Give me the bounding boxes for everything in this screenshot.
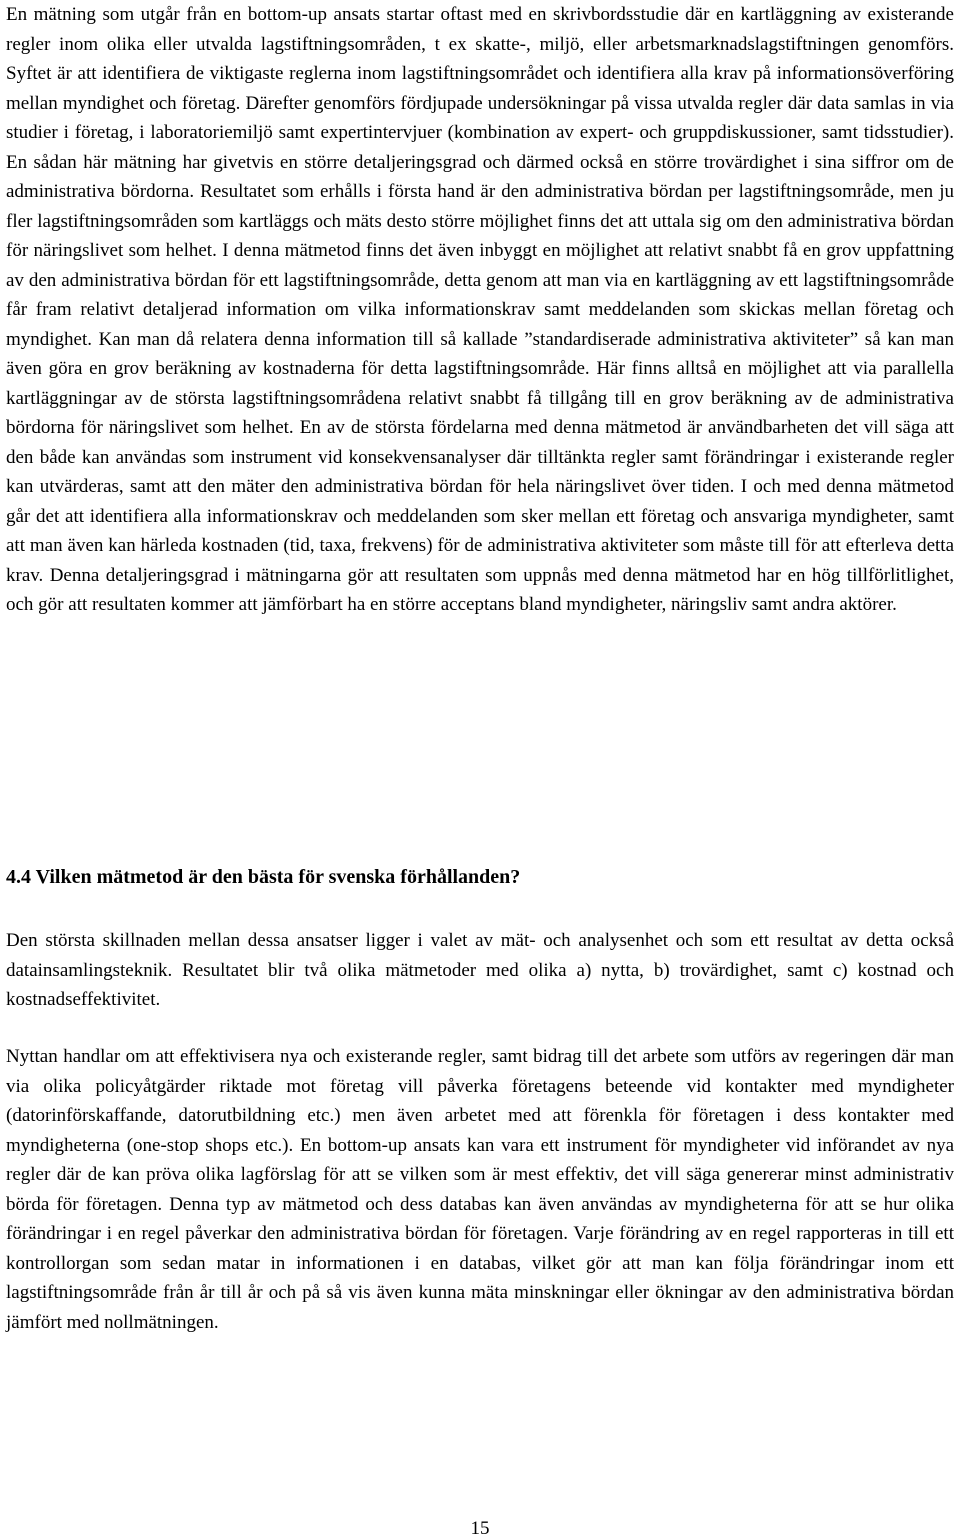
body-paragraph-3: Nyttan handlar om att effektivisera nya och existerande regler, samt bidrag till det arbete som utförs av regeringen där man via olika policyåtgärder riktade mot företag vill påverka företagens beteende vid kontakter med myndigheter (datorinförskaffande, datorutbildning etc.) men även arbetet med att förenkla för företagen i dess kontakter med myndigheterna (one-stop shops etc.). En bottom-up ansats kan vara ett instrument för myndigheter vid införandet av nya regler där de kan pröva olika lagförslag för att se vilken som är mest effektiv, det vill säga genererar minst administrativ börda för företagen. Denna typ av mätmetod och dess databas kan även användas av myndigheterna för att se hur olika förändringar i en regel påverkar den administrativa bördan för företagen. Varje förändring av en regel rapporteras in till ett kontrollorgan som sedan matar in informationen i en databas, vilket gör att man kan följa förändringar inom ett lagstiftningsområde från år till år och på så vis även kunna mäta minskningar eller ökningar av den administrativa bördan jämfört med nollmätningen. — [6, 1046, 954, 1333]
body-paragraph-1: En mätning som utgår från en bottom-up ansats startar oftast med en skrivbordsstudie där en kartläggning av existerande regler inom olika eller utvalda lagstiftningsområden, t ex skatte-, miljö, eller arbetsmarknadslagstiftningen genomförs. Syftet är att identifiera de viktigaste reglerna inom lagstiftningsområdet och identifiera alla krav på informationsöverföring mellan myndighet och företag. Därefter genomförs fördjupade undersökningar på vissa utvalda regler där data samlas in via studier i företag, i laboratoriemiljö samt expertintervjuer (kombination av expert- och gruppdiskussioner, samt tidsstudier). En sådan här mätning har givetvis en större detaljeringsgrad och därmed också en större trovärdighet i sina siffror om de administrativa bördorna. Resultatet som erhålls i första hand är den administrativa bördan per lagstiftningsområde, men ju fler lagstiftningsområden som kartläggs och mäts desto större möjlighet finns det att uttala sig om den administrativa bördan för näringslivet som helhet. I denna mätmetod finns det även inbyggt en möjlighet att relativt snabbt få en grov uppfattning av den administrativa bördan för ett lagstiftningsområde, detta genom att man via en kartläggning av ett lagstiftningsområde får fram relativt detaljerad information om vilka informationskrav samt meddelanden som skickas mellan företag och myndighet. Kan man då relatera denna information till så kallade ”standardiserade administrativa aktiviteter” så kan man även göra en grov beräkning av kostnaderna för detta lagstiftningsområde. Här finns alltså en möjlighet att via parallella kartläggningar av de största lagstiftningsområdena relativt snabbt få tillgång till en grov beräkning av de administrativa bördorna för näringslivet som helhet. En av de största fördelarna med denna mätmetod är användbarheten det vill säga att den både kan användas som instrument vid konsekvensanalyser där tilltänkta regler samt förändringar i existerande regler kan utvärderas, samt att den mäter den administrativa bördan för hela näringslivet över tiden. I och med denna mätmetod går det att identifiera alla informationskrav och meddelanden som sker mellan ett företag och ansvariga myndigheter, samt att man även kan härleda kostnaden (tid, taxa, frekvens) för de administrativa aktiviteter som måste till för att efterleva detta krav. Denna detaljeringsgrad i mätningarna gör att resultaten som uppnås med denna mätmetod har en hög tillförlitlighet, och gör att resultaten kommer att jämförbart ha en större acceptans bland myndigheter, näringsliv samt andra aktörer. — [6, 4, 954, 615]
section-heading: 4.4 Vilken mätmetod är den bästa för svenska förhållanden? — [6, 866, 521, 888]
page-number: 15 — [470, 1518, 490, 1539]
body-paragraph-2: Den största skillnaden mellan dessa ansatser ligger i valet av mät- och analysenhet och som ett resultat av detta också datainsamlingsteknik. Resultatet blir två olika mätmetoder med olika a) nytta, b) trovärdighet, samt c) kostnad och kostnadseffektivitet. — [6, 930, 954, 1010]
